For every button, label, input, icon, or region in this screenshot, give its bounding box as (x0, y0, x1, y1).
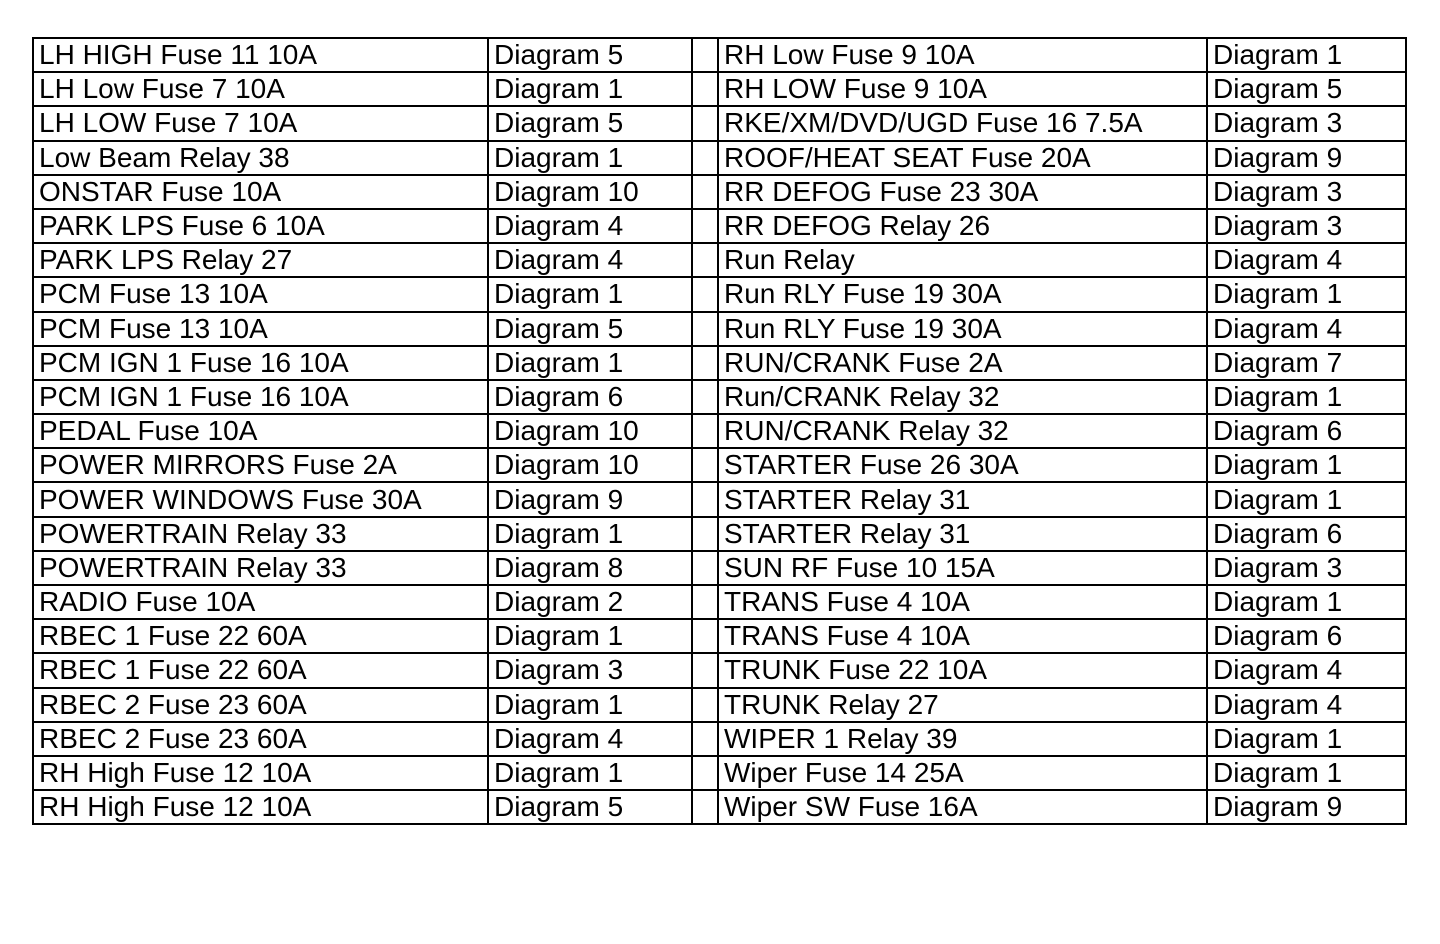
right-diagram-cell: Diagram 3 (1207, 175, 1406, 209)
left-item-cell: RH High Fuse 12 10A (33, 756, 488, 790)
left-item-cell: PCM Fuse 13 10A (33, 277, 488, 311)
table-row (33, 209, 1406, 243)
right-diagram-cell: Diagram 4 (1207, 312, 1406, 346)
right-diagram-cell: Diagram 1 (1207, 585, 1406, 619)
left-item-cell: RADIO Fuse 10A (33, 585, 488, 619)
left-item-cell: PARK LPS Fuse 6 10A (33, 209, 488, 243)
table-row (33, 72, 1406, 106)
right-diagram-cell: Diagram 4 (1207, 243, 1406, 277)
table-row (33, 38, 1406, 72)
right-item-cell: RKE/XM/DVD/UGD Fuse 16 7.5A (718, 106, 1207, 140)
table-row (33, 722, 1406, 756)
column-gap (692, 585, 718, 619)
right-item-cell: Run Relay (718, 243, 1207, 277)
left-diagram-cell: Diagram 9 (488, 482, 692, 516)
column-gap (692, 722, 718, 756)
left-item-cell: RH High Fuse 12 10A (33, 790, 488, 824)
right-diagram-cell: Diagram 9 (1207, 790, 1406, 824)
left-diagram-cell: Diagram 1 (488, 517, 692, 551)
table-row (33, 312, 1406, 346)
left-item-cell: POWER MIRRORS Fuse 2A (33, 448, 488, 482)
right-item-cell: Wiper Fuse 14 25A (718, 756, 1207, 790)
right-diagram-cell: Diagram 1 (1207, 448, 1406, 482)
right-diagram-cell: Diagram 5 (1207, 72, 1406, 106)
column-gap (692, 756, 718, 790)
table-row (33, 688, 1406, 722)
table-row (33, 277, 1406, 311)
left-diagram-cell: Diagram 1 (488, 619, 692, 653)
right-item-cell: Run RLY Fuse 19 30A (718, 312, 1207, 346)
right-diagram-cell: Diagram 3 (1207, 209, 1406, 243)
left-diagram-cell: Diagram 4 (488, 243, 692, 277)
right-item-cell: SUN RF Fuse 10 15A (718, 551, 1207, 585)
column-gap (692, 72, 718, 106)
right-item-cell: ROOF/HEAT SEAT Fuse 20A (718, 141, 1207, 175)
left-diagram-cell: Diagram 10 (488, 414, 692, 448)
table-row (33, 106, 1406, 140)
right-diagram-cell: Diagram 1 (1207, 38, 1406, 72)
right-item-cell: TRUNK Fuse 22 10A (718, 653, 1207, 687)
left-diagram-cell: Diagram 2 (488, 585, 692, 619)
right-item-cell: RUN/CRANK Relay 32 (718, 414, 1207, 448)
column-gap (692, 312, 718, 346)
column-gap (692, 243, 718, 277)
fuse-diagram-table (32, 37, 1407, 825)
right-item-cell: Run RLY Fuse 19 30A (718, 277, 1207, 311)
column-gap (692, 653, 718, 687)
table-row (33, 585, 1406, 619)
left-diagram-cell: Diagram 1 (488, 346, 692, 380)
left-diagram-cell: Diagram 4 (488, 209, 692, 243)
column-gap (692, 551, 718, 585)
right-item-cell: WIPER 1 Relay 39 (718, 722, 1207, 756)
column-gap (692, 346, 718, 380)
column-gap (692, 38, 718, 72)
left-item-cell: PARK LPS Relay 27 (33, 243, 488, 277)
table-row (33, 448, 1406, 482)
table-row (33, 482, 1406, 516)
right-diagram-cell: Diagram 1 (1207, 277, 1406, 311)
left-diagram-cell: Diagram 5 (488, 38, 692, 72)
left-item-cell: POWERTRAIN Relay 33 (33, 551, 488, 585)
left-item-cell: POWER WINDOWS Fuse 30A (33, 482, 488, 516)
right-item-cell: RH Low Fuse 9 10A (718, 38, 1207, 72)
left-diagram-cell: Diagram 8 (488, 551, 692, 585)
right-item-cell: STARTER Relay 31 (718, 482, 1207, 516)
table-row (33, 243, 1406, 277)
right-item-cell: TRANS Fuse 4 10A (718, 585, 1207, 619)
right-item-cell: STARTER Fuse 26 30A (718, 448, 1207, 482)
table-row (33, 551, 1406, 585)
right-diagram-cell: Diagram 6 (1207, 414, 1406, 448)
left-diagram-cell: Diagram 3 (488, 653, 692, 687)
left-diagram-cell: Diagram 6 (488, 380, 692, 414)
right-diagram-cell: Diagram 1 (1207, 756, 1406, 790)
left-item-cell: RBEC 1 Fuse 22 60A (33, 619, 488, 653)
left-diagram-cell: Diagram 10 (488, 448, 692, 482)
right-diagram-cell: Diagram 6 (1207, 517, 1406, 551)
table-row (33, 175, 1406, 209)
left-item-cell: RBEC 2 Fuse 23 60A (33, 688, 488, 722)
table-row (33, 380, 1406, 414)
left-diagram-cell: Diagram 4 (488, 722, 692, 756)
left-item-cell: ONSTAR Fuse 10A (33, 175, 488, 209)
left-item-cell: PCM IGN 1 Fuse 16 10A (33, 346, 488, 380)
right-item-cell: Wiper SW Fuse 16A (718, 790, 1207, 824)
column-gap (692, 448, 718, 482)
column-gap (692, 688, 718, 722)
left-item-cell: LH LOW Fuse 7 10A (33, 106, 488, 140)
left-item-cell: PCM IGN 1 Fuse 16 10A (33, 380, 488, 414)
left-item-cell: LH HIGH Fuse 11 10A (33, 38, 488, 72)
left-item-cell: LH Low Fuse 7 10A (33, 72, 488, 106)
left-diagram-cell: Diagram 5 (488, 790, 692, 824)
left-diagram-cell: Diagram 5 (488, 106, 692, 140)
left-item-cell: Low Beam Relay 38 (33, 141, 488, 175)
left-item-cell: PCM Fuse 13 10A (33, 312, 488, 346)
right-item-cell: RUN/CRANK Fuse 2A (718, 346, 1207, 380)
right-diagram-cell: Diagram 6 (1207, 619, 1406, 653)
column-gap (692, 106, 718, 140)
left-diagram-cell: Diagram 1 (488, 756, 692, 790)
column-gap (692, 482, 718, 516)
fuse-table-body (33, 38, 1406, 824)
left-item-cell: PEDAL Fuse 10A (33, 414, 488, 448)
right-item-cell: TRUNK Relay 27 (718, 688, 1207, 722)
table-row (33, 756, 1406, 790)
right-diagram-cell: Diagram 1 (1207, 380, 1406, 414)
left-diagram-cell: Diagram 1 (488, 141, 692, 175)
left-diagram-cell: Diagram 1 (488, 277, 692, 311)
column-gap (692, 141, 718, 175)
column-gap (692, 790, 718, 824)
left-diagram-cell: Diagram 5 (488, 312, 692, 346)
left-diagram-cell: Diagram 1 (488, 688, 692, 722)
column-gap (692, 209, 718, 243)
left-item-cell: RBEC 1 Fuse 22 60A (33, 653, 488, 687)
left-item-cell: POWERTRAIN Relay 33 (33, 517, 488, 551)
left-diagram-cell: Diagram 10 (488, 175, 692, 209)
right-diagram-cell: Diagram 3 (1207, 551, 1406, 585)
right-item-cell: RR DEFOG Fuse 23 30A (718, 175, 1207, 209)
right-item-cell: STARTER Relay 31 (718, 517, 1207, 551)
column-gap (692, 517, 718, 551)
table-row (33, 141, 1406, 175)
column-gap (692, 619, 718, 653)
right-item-cell: TRANS Fuse 4 10A (718, 619, 1207, 653)
left-item-cell: RBEC 2 Fuse 23 60A (33, 722, 488, 756)
right-item-cell: RR DEFOG Relay 26 (718, 209, 1207, 243)
right-diagram-cell: Diagram 4 (1207, 653, 1406, 687)
table-row (33, 619, 1406, 653)
table-row (33, 346, 1406, 380)
column-gap (692, 277, 718, 311)
right-diagram-cell: Diagram 9 (1207, 141, 1406, 175)
right-diagram-cell: Diagram 1 (1207, 722, 1406, 756)
right-diagram-cell: Diagram 4 (1207, 688, 1406, 722)
column-gap (692, 380, 718, 414)
table-row (33, 653, 1406, 687)
left-diagram-cell: Diagram 1 (488, 72, 692, 106)
table-row (33, 517, 1406, 551)
right-diagram-cell: Diagram 7 (1207, 346, 1406, 380)
right-diagram-cell: Diagram 1 (1207, 482, 1406, 516)
right-diagram-cell: Diagram 3 (1207, 106, 1406, 140)
right-item-cell: Run/CRANK Relay 32 (718, 380, 1207, 414)
column-gap (692, 175, 718, 209)
table-row (33, 790, 1406, 824)
column-gap (692, 414, 718, 448)
table-row (33, 414, 1406, 448)
right-item-cell: RH LOW Fuse 9 10A (718, 72, 1207, 106)
